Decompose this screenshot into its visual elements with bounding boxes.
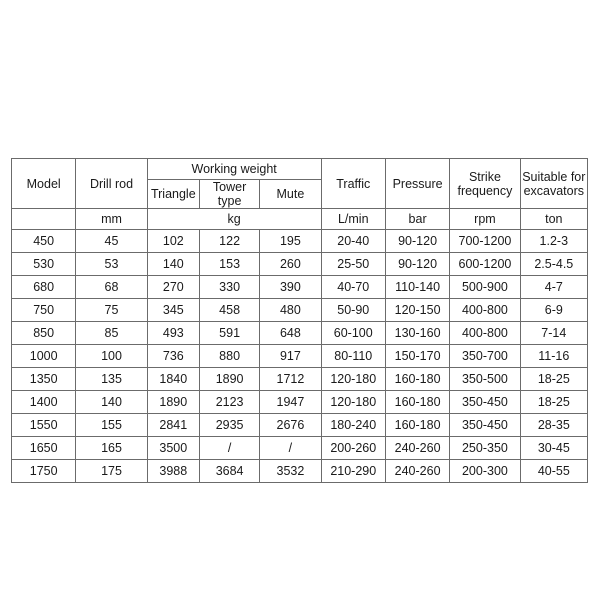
header-strike-frequency [450, 159, 520, 209]
cell-strike-frequency: 600-1200 [450, 253, 520, 276]
cell-suitable-for-excavators: 4-7 [520, 276, 587, 299]
table-row [12, 368, 588, 391]
cell-pressure: 150-170 [385, 345, 449, 368]
cell-strike-frequency: 350-450 [450, 391, 520, 414]
cell-model: 850 [12, 322, 76, 345]
cell-pressure: 90-120 [385, 253, 449, 276]
cell-suitable-for-excavators: 7-14 [520, 322, 587, 345]
cell-model: 750 [12, 299, 76, 322]
cell-strike-frequency: 700-1200 [450, 230, 520, 253]
table-row [12, 253, 588, 276]
header-strike-frequency-line2: frequency [457, 183, 513, 198]
cell-strike-frequency: 200-300 [450, 460, 520, 483]
cell-triangle: 3988 [147, 460, 199, 483]
cell-pressure: 120-150 [385, 299, 449, 322]
cell-strike-frequency: 500-900 [450, 276, 520, 299]
cell-tower-type: 2935 [199, 414, 259, 437]
cell-traffic: 210-290 [321, 460, 385, 483]
cell-drill-rod: 155 [76, 414, 147, 437]
cell-drill-rod: 75 [76, 299, 147, 322]
unit-traffic: L/min [321, 209, 385, 230]
cell-pressure: 160-180 [385, 368, 449, 391]
cell-suitable-for-excavators: 1.2-3 [520, 230, 587, 253]
specification-table [11, 158, 588, 483]
cell-strike-frequency: 250-350 [450, 437, 520, 460]
cell-pressure: 240-260 [385, 460, 449, 483]
cell-triangle: 1840 [147, 368, 199, 391]
table-row [12, 414, 588, 437]
cell-suitable-for-excavators: 2.5-4.5 [520, 253, 587, 276]
header-working-weight: Working weight [147, 159, 321, 180]
cell-suitable-for-excavators: 6-9 [520, 299, 587, 322]
cell-pressure: 90-120 [385, 230, 449, 253]
unit-drill-rod: mm [76, 209, 147, 230]
header-suitable-line2: excavators [523, 183, 585, 198]
cell-traffic: 20-40 [321, 230, 385, 253]
table-row [12, 345, 588, 368]
cell-traffic: 180-240 [321, 414, 385, 437]
cell-tower-type: 122 [199, 230, 259, 253]
cell-model: 1000 [12, 345, 76, 368]
cell-triangle: 270 [147, 276, 199, 299]
cell-traffic: 120-180 [321, 391, 385, 414]
unit-strike-frequency: rpm [450, 209, 520, 230]
cell-pressure: 240-260 [385, 437, 449, 460]
cell-drill-rod: 135 [76, 368, 147, 391]
cell-model: 1400 [12, 391, 76, 414]
cell-drill-rod: 100 [76, 345, 147, 368]
cell-mute: 648 [260, 322, 321, 345]
cell-model: 530 [12, 253, 76, 276]
cell-mute: 195 [260, 230, 321, 253]
header-row-primary [12, 159, 588, 180]
cell-tower-type: 153 [199, 253, 259, 276]
cell-drill-rod: 85 [76, 322, 147, 345]
cell-suitable-for-excavators: 18-25 [520, 368, 587, 391]
header-suitable-line1: Suitable for [522, 169, 586, 184]
cell-tower-type: 1890 [199, 368, 259, 391]
header-suitable-for-excavators [520, 159, 587, 209]
cell-traffic: 80-110 [321, 345, 385, 368]
table-header [12, 159, 588, 230]
table-body [12, 230, 588, 483]
cell-traffic: 50-90 [321, 299, 385, 322]
cell-model: 450 [12, 230, 76, 253]
table-row [12, 437, 588, 460]
unit-model [12, 209, 76, 230]
specification-table-container [11, 158, 588, 483]
header-mute: Mute [260, 180, 321, 209]
cell-traffic: 200-260 [321, 437, 385, 460]
cell-suitable-for-excavators: 11-16 [520, 345, 587, 368]
cell-tower-type: 880 [199, 345, 259, 368]
cell-mute: 1712 [260, 368, 321, 391]
cell-model: 1750 [12, 460, 76, 483]
cell-mute: 1947 [260, 391, 321, 414]
cell-pressure: 130-160 [385, 322, 449, 345]
header-model: Model [12, 159, 76, 209]
cell-drill-rod: 165 [76, 437, 147, 460]
header-triangle: Triangle [147, 180, 199, 209]
cell-mute: 3532 [260, 460, 321, 483]
header-traffic: Traffic [321, 159, 385, 209]
cell-triangle: 1890 [147, 391, 199, 414]
cell-triangle: 2841 [147, 414, 199, 437]
cell-triangle: 3500 [147, 437, 199, 460]
cell-triangle: 140 [147, 253, 199, 276]
cell-tower-type: 2123 [199, 391, 259, 414]
table-row [12, 276, 588, 299]
cell-mute: 260 [260, 253, 321, 276]
cell-strike-frequency: 350-700 [450, 345, 520, 368]
cell-mute: / [260, 437, 321, 460]
cell-triangle: 102 [147, 230, 199, 253]
cell-drill-rod: 45 [76, 230, 147, 253]
cell-drill-rod: 175 [76, 460, 147, 483]
header-strike-frequency-line1: Strike [468, 169, 501, 184]
cell-model: 1350 [12, 368, 76, 391]
cell-mute: 480 [260, 299, 321, 322]
cell-traffic: 120-180 [321, 368, 385, 391]
header-pressure: Pressure [385, 159, 449, 209]
cell-pressure: 110-140 [385, 276, 449, 299]
cell-suitable-for-excavators: 30-45 [520, 437, 587, 460]
cell-pressure: 160-180 [385, 391, 449, 414]
cell-model: 1650 [12, 437, 76, 460]
cell-model: 680 [12, 276, 76, 299]
cell-mute: 917 [260, 345, 321, 368]
cell-triangle: 493 [147, 322, 199, 345]
cell-traffic: 60-100 [321, 322, 385, 345]
table-row [12, 460, 588, 483]
cell-traffic: 25-50 [321, 253, 385, 276]
cell-tower-type: / [199, 437, 259, 460]
cell-traffic: 40-70 [321, 276, 385, 299]
cell-drill-rod: 68 [76, 276, 147, 299]
table-row [12, 230, 588, 253]
header-tower-type: Tower type [199, 180, 259, 209]
cell-triangle: 345 [147, 299, 199, 322]
cell-tower-type: 330 [199, 276, 259, 299]
cell-drill-rod: 140 [76, 391, 147, 414]
cell-pressure: 160-180 [385, 414, 449, 437]
cell-tower-type: 3684 [199, 460, 259, 483]
header-row-units [12, 209, 588, 230]
cell-strike-frequency: 400-800 [450, 299, 520, 322]
unit-pressure: bar [385, 209, 449, 230]
cell-mute: 2676 [260, 414, 321, 437]
cell-strike-frequency: 350-450 [450, 414, 520, 437]
cell-drill-rod: 53 [76, 253, 147, 276]
cell-suitable-for-excavators: 18-25 [520, 391, 587, 414]
cell-tower-type: 591 [199, 322, 259, 345]
cell-suitable-for-excavators: 40-55 [520, 460, 587, 483]
table-row [12, 322, 588, 345]
cell-triangle: 736 [147, 345, 199, 368]
cell-strike-frequency: 350-500 [450, 368, 520, 391]
cell-suitable-for-excavators: 28-35 [520, 414, 587, 437]
table-row [12, 391, 588, 414]
cell-mute: 390 [260, 276, 321, 299]
unit-working-weight: kg [147, 209, 321, 230]
cell-tower-type: 458 [199, 299, 259, 322]
header-drill-rod: Drill rod [76, 159, 147, 209]
table-row [12, 299, 588, 322]
cell-model: 1550 [12, 414, 76, 437]
unit-suitable-for-excavators: ton [520, 209, 587, 230]
cell-strike-frequency: 400-800 [450, 322, 520, 345]
